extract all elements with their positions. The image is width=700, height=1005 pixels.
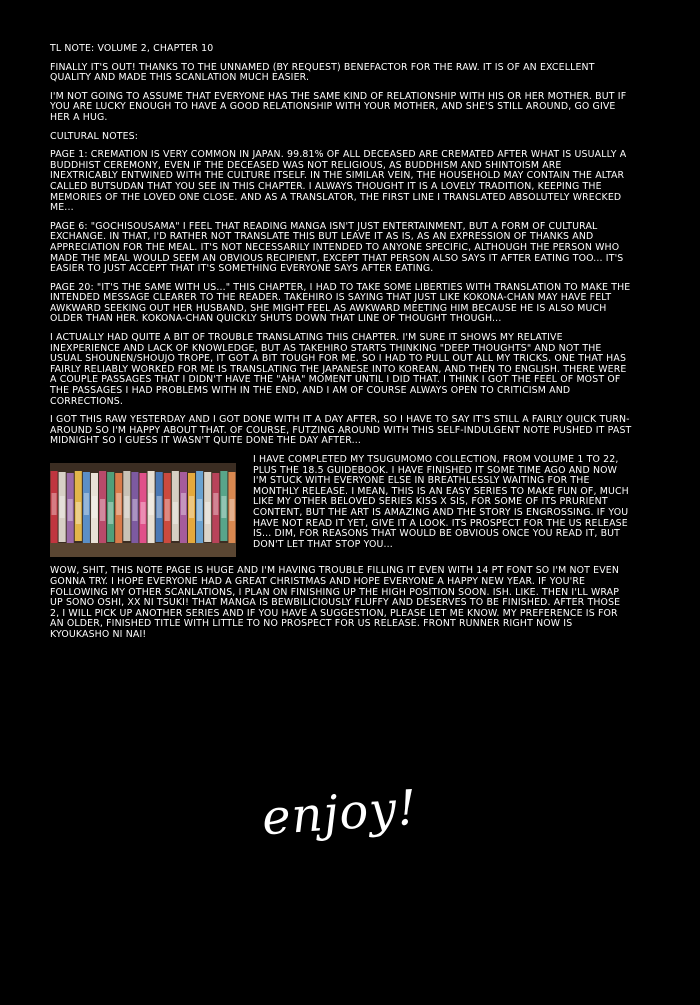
manga-spine-label [124,496,129,518]
manga-spine-label [100,499,105,521]
manga-spine-label [140,502,145,524]
note-paragraph: PAGE 1: CREMATION IS VERY COMMON IN JAPAN. 99.81% OF ALL DECEASED ARE CREMATED AFTER WHAT IS USUALLY A BUDDHIST CEREMONY, EVEN IF THE DECEASED WAS NOT RELIGIOUS, AS BUDDHISM AND SHINTOISM ARE INEXTRICABLY ENTWINED WITH THE CULTURE ITSELF. IN THE SIMILAR VEIN, THE HOUSEHOLD MAY CONTAIN THE ALTAR CALLED BUTSUDAN THAT YOU SEE IN THIS CHAPTER. I ALWAYS THOUGHT IT IS A LOVELY TRADITION, KEEPING THE MEMORIES OF THE LOVED ONE CLOSE. AND AS A TRANSLATOR, THE FIRST LINE I TRANSLATED ABSOLUTELY WRECKED ME... [50,149,627,214]
manga-spine-label [173,502,178,524]
manga-spine-label [52,493,57,515]
manga-spine-label [92,496,97,518]
note-paragraph: I ACTUALLY HAD QUITE A BIT OF TROUBLE TRANSLATING THIS CHAPTER. I'M SURE IT SHOWS MY RELATIVE INEXPERIENCE AND LACK OF KNOWLEDGE, BUT AS TAKEHIRO STARTS THINKING "DEEP THOUGHTS" AND NOT THE USUAL SHOUNEN/SHOUJO TROPE, IT GOT A BIT TOUGH FOR ME. SO I HAD TO PULL OUT ALL MY TRICKS. ONE THAT HAS FAIRLY RELIABLY WORKED FOR ME IS TRANSLATING THE JAPANESE INTO KOREAN, AND THEN TO ENGLISH. THERE WERE A COUPLE PASSAGES THAT I DIDN'T HAVE THE "AHA" MOMENT UNTIL I DID THAT. I THINK I GOT THE FEEL OF MOST OF THE PASSAGES I HAD PROBLEMS WITH IN THE END, AND I AM OF COURSE ALWAYS OPEN TO CRITICISM AND CORRECTIONS. [50,332,627,407]
manga-spine-label [165,499,170,521]
manga-spine-label [116,493,121,515]
note-paragraph: PAGE 20: "IT'S THE SAME WITH US..." THIS CHAPTER, I HAD TO TAKE SOME LIBERTIES WITH TRANSLATION TO MAKE THE INTENDED MESSAGE CLEARER TO THE READER. TAKEHIRO IS SAYING THAT JUST LIKE KOKONA-CHAN MAY HAVE FELT AWKWARD SEEKING OUT HER HUSBAND, SHE MIGHT FEEL AS AWKWARD MEETING HIM BECAUSE HE IS ALSO MUCH OLDER THAN HER. KOKONA-CHAN QUICKLY SHUTS DOWN THAT LINE OF THOUGHT THOUGH... [50,281,631,325]
enjoy-signoff: enjoy! [260,779,420,847]
manga-spine-label [108,502,113,524]
note-paragraph: WOW, SHIT, THIS NOTE PAGE IS HUGE AND I'M HAVING TROUBLE FILLING IT EVEN WITH 14 PT FONT SO I'M NOT EVEN GONNA TRY. I HOPE EVERYONE HAD A GREAT CHRISTMAS AND HOPE EVERYONE A HAPPY NEW YEAR. IF YOU'RE FOLLOWING MY OTHER SCANLATIONS, I PLAN ON FINISHING UP THE HIGH POSITION SOON. ISH. LIKE. THEN I'LL WRAP UP SONO OSHI, XX NI TSUKI! THAT MANGA IS BEWBILICIOUSLY FLUFFY AND DESERVES TO BE FINISHED. AFTER THOSE 2, I WILL PICK UP ANOTHER SERIES AND IF YOU HAVE A SUGGESTION, PLEASE LET ME KNOW. MY PREFERENCE IS FOR AN OLDER, FINISHED TITLE WITH LITTLE TO NO PROSPECT FOR US RELEASE. FRONT RUNNER RIGHT NOW IS KYOUKASHO NI NAI! [50,565,621,640]
manga-spine-label [60,496,65,518]
note-paragraph: PAGE 6: "GOCHISOUSAMA" I FEEL THAT READING MANGA ISN'T JUST ENTERTAINMENT, BUT A FORM OF CULTURAL EXCHANGE. IN THAT, I'D RATHER NOT TRANSLATE THIS BUT LEAVE IT AS IS, AS AN EXPRESSION OF THANKS AND APPRECIATION FOR THE MEAL. IT'S NOT NECESSARILY INTENDED TO ANYONE SPECIFIC, ALTHOUGH THE PERSON WHO MADE THE MEAL WOULD SEEM AN OBVIOUS RECIPIENT, EXCEPT THAT PERSON ALSO SAYS IT AFTER EATING TOO... IT'S EASIER TO JUST ACCEPT THAT IT'S SOMETHING EVERYONE SAYS AFTER EATING. [50,220,624,275]
manga-spine-label [181,493,186,515]
manga-spine-label [197,499,202,521]
manga-spine-label [221,496,226,518]
manga-spine-label [189,496,194,518]
translator-note [50,44,632,649]
note-paragraph: I GOT THIS RAW YESTERDAY AND I GOT DONE WITH IT A DAY AFTER, SO I HAVE TO SAY IT'S STILL A FAIRLY QUICK TURN-AROUND SO I'M HAPPY ABOUT THAT. OF COURSE, FUTZING AROUND WITH THIS SELF-INDULGENT NOTE PUSHED IT PAST MIDNIGHT SO I GUESS IT WASN'T QUITE DONE THE DAY AFTER... [50,414,632,447]
manga-spine-label [68,499,73,521]
collection-row [50,455,632,558]
note-heading: TL NOTE: VOLUME 2, CHAPTER 10 [50,43,214,54]
manga-spine-label [205,502,210,524]
note-paragraph: CULTURAL NOTES: [50,130,139,142]
manga-spine-label [84,493,89,515]
manga-spine-label [149,493,154,515]
collection-paragraph: I HAVE COMPLETED MY TSUGUMOMO COLLECTION, FROM VOLUME 1 TO 22, PLUS THE 18.5 GUIDEBOOK. I HAVE FINISHED IT SOME TIME AGO AND NOW I'M STUCK WITH EVERYONE ELSE IN BREATHLESSLY WAITING FOR THE MONTHLY RELEASE. I MEAN, THIS IS AN EASY SERIES TO MAKE FUN OF, MUCH LIKE MY OTHER BELOVED SERIES KISS X SIS, FOR SOME OF ITS PRURIENT CONTENT, BUT THE ART IS AMAZING AND THE STORY IS ENGROSSING. IF YOU HAVE NOT READ IT YET, GIVE IT A LOOK. ITS PROSPECT FOR THE US RELEASE IS... DIM, FOR REASONS THAT WOULD BE OBVIOUS ONCE YOU READ IT, BUT DON'T LET THAT STOP YOU... [253,454,629,550]
manga-spine-label [229,499,234,521]
manga-volumes-photo [50,463,236,557]
manga-spine-label [157,496,162,518]
note-paragraph: FINALLY IT'S OUT! THANKS TO THE UNNAMED (BY REQUEST) BENEFACTOR FOR THE RAW. IT IS OF AN EXCELLENT QUALITY AND MADE THIS SCANLATION MUCH EASIER. [50,61,595,84]
manga-spine-label [76,502,81,524]
manga-spine-label [132,499,137,521]
manga-spine-label [213,493,218,515]
note-paragraph: I'M NOT GOING TO ASSUME THAT EVERYONE HAS THE SAME KIND OF RELATIONSHIP WITH HIS OR HER MOTHER. BUT IF YOU ARE LUCKY ENOUGH TO HAVE A GOOD RELATIONSHIP WITH YOUR MOTHER, AND SHE'S STILL AROUND, GO GIVE HER A HUG. [50,90,627,123]
